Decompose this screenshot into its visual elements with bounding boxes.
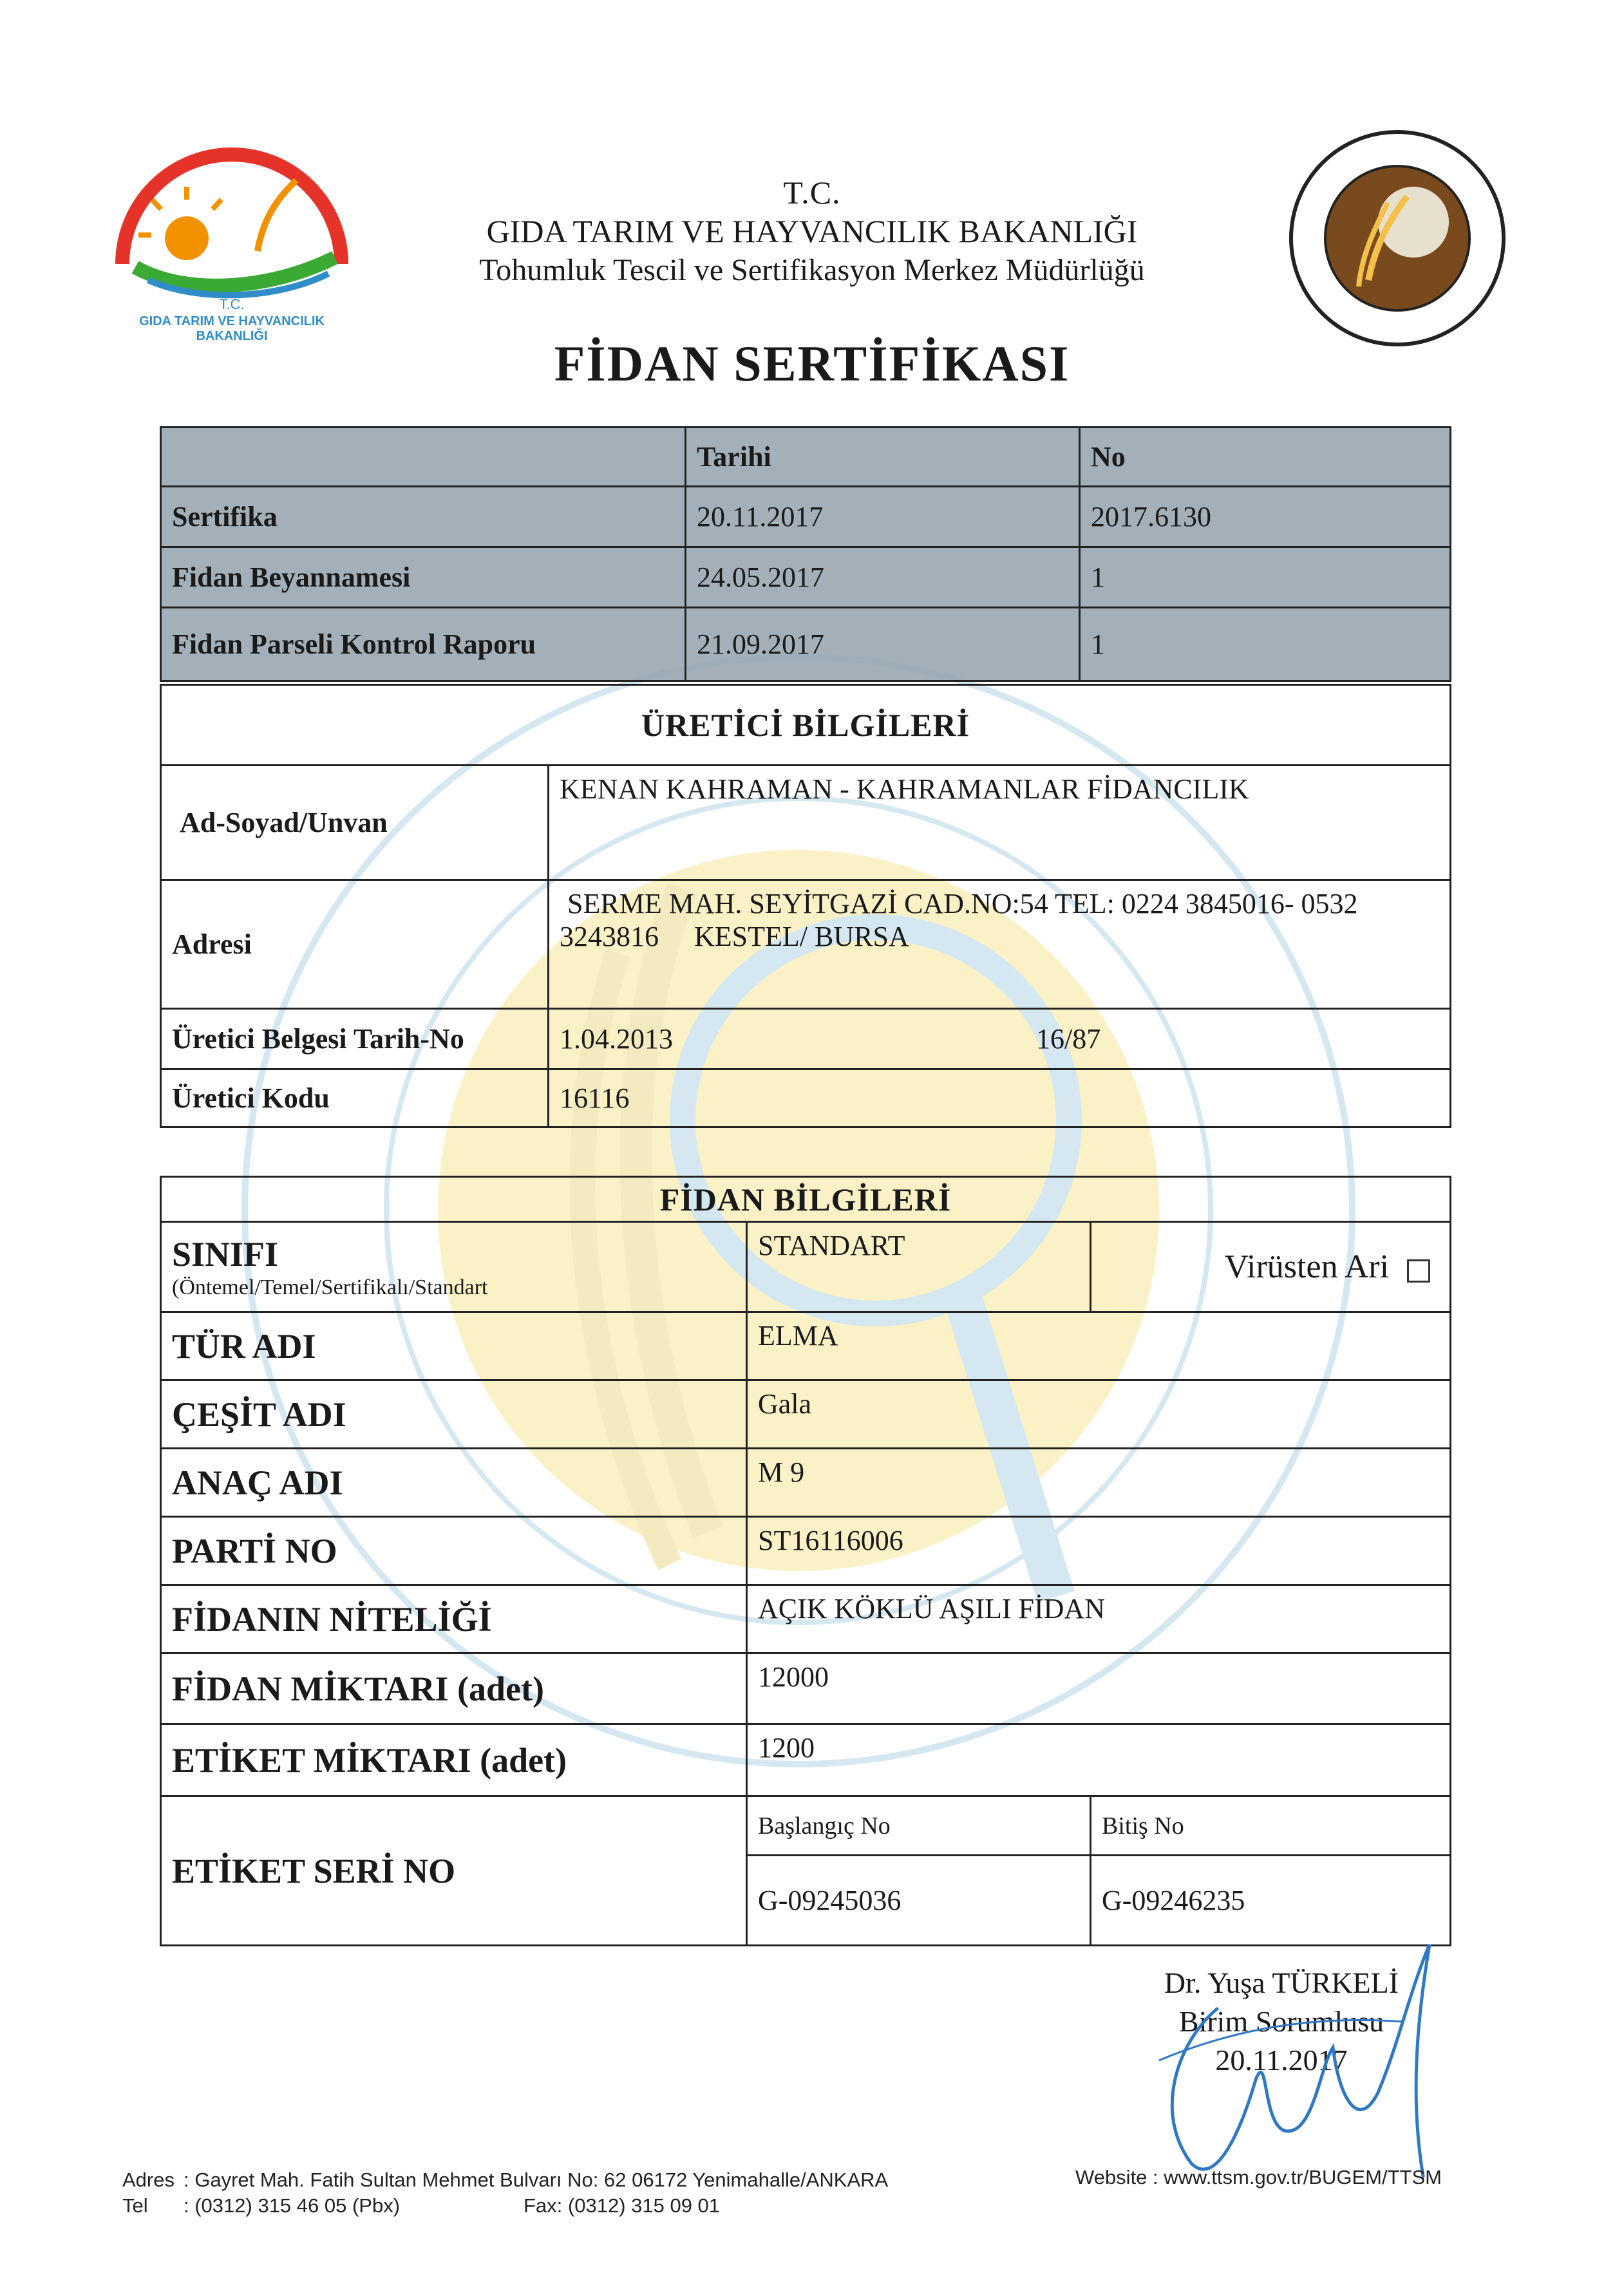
signatory-role: Birim Sorumlusu — [1178, 2005, 1384, 2038]
sapling-quantity-value: 12000 — [747, 1653, 1451, 1724]
document-title: FİDAN SERTİFİKASI — [554, 335, 1070, 391]
header-unit: Tohumluk Tescil ve Sertifikasyon Merkez Müdürlüğü — [479, 253, 1145, 287]
variety-value: Gala — [747, 1380, 1451, 1449]
row-date: 21.09.2017 — [686, 608, 1080, 681]
quality-label: FİDANIN NİTELİĞİ — [161, 1585, 747, 1653]
class-value: STANDART — [747, 1222, 1091, 1312]
producer-info-table — [160, 684, 1451, 1128]
address-value — [549, 880, 1451, 1009]
row-label: Fidan Parseli Kontrol Raporu — [161, 608, 686, 681]
serial-start-value: G-09245036 — [747, 1856, 1091, 1946]
serial-end-label: Bitiş No — [1091, 1796, 1451, 1856]
certificate-label: Üretici Belgesi Tarih-No — [161, 1009, 549, 1069]
header-ministry: GIDA TARIM VE HAYVANCILIK BAKANLIĞI — [486, 213, 1138, 249]
lot-label: PARTİ NO — [161, 1517, 747, 1585]
table-row — [161, 487, 1451, 547]
lot-value: ST16116006 — [747, 1517, 1451, 1585]
address-line-1: SERME MAH. SEYİTGAZİ CAD.NO:54 TEL: 0224 3845016- 0532 — [567, 888, 1358, 919]
sapling-info-table — [160, 1176, 1451, 1946]
class-label-cell — [161, 1222, 747, 1312]
quality-value: AÇIK KÖKLÜ AŞILI FİDAN — [747, 1585, 1451, 1653]
footer-phone — [122, 2194, 895, 2217]
row-label: Sertifika — [161, 487, 686, 547]
footer-tel-label: Tel — [122, 2194, 148, 2217]
certificate-value — [549, 1009, 1451, 1069]
column-header-date: Tarihi — [686, 428, 1080, 487]
name-value: KENAN KAHRAMAN - KAHRAMANLAR FİDANCILIK — [549, 766, 1451, 880]
table-row — [161, 608, 1451, 681]
producer-section-title: ÜRETİCİ BİLGİLERİ — [161, 685, 1451, 766]
species-value: ELMA — [747, 1312, 1451, 1380]
svg-text:GIDA TARIM VE HAYVANCILIK: GIDA TARIM VE HAYVANCILIK — [139, 314, 325, 328]
row-date: 20.11.2017 — [686, 487, 1080, 547]
name-label: Ad-Soyad/Unvan — [161, 766, 549, 880]
svg-text:BAKANLIĞI: BAKANLIĞI — [196, 329, 268, 343]
species-label: TÜR ADI — [161, 1312, 747, 1380]
class-label: SINIFI — [172, 1234, 279, 1274]
label-quantity-value: 1200 — [747, 1724, 1451, 1796]
certificate-date: 1.04.2013 — [560, 1023, 673, 1055]
virus-free-cell — [1091, 1222, 1451, 1312]
row-no: 1 — [1080, 547, 1451, 608]
rootstock-value: M 9 — [747, 1449, 1451, 1517]
table-row — [161, 547, 1451, 608]
producer-code-value: 16116 — [549, 1069, 1451, 1127]
footer-address-label: Adres — [122, 2169, 175, 2191]
variety-label: ÇEŞİT ADI — [161, 1380, 747, 1449]
address-label: Adresi — [161, 880, 549, 1009]
serial-start-label: Başlangıç No — [747, 1796, 1091, 1856]
producer-code-label: Üretici Kodu — [161, 1069, 549, 1127]
label-quantity-label: ETİKET MİKTARI (adet) — [161, 1724, 747, 1796]
signatory-name: Dr. Yuşa TÜRKELİ — [1164, 1966, 1399, 1999]
signature-date: 20.11.2017 — [1215, 2044, 1348, 2076]
document-reference-table — [160, 426, 1451, 682]
footer-fax: Fax: (0312) 315 09 01 — [524, 2194, 721, 2217]
address-line-2: 3243816 KESTEL/ BURSA — [560, 921, 909, 952]
row-label: Fidan Beyannamesi — [161, 547, 686, 608]
handwritten-signature-icon — [1108, 1919, 1455, 2189]
svg-text:T.C.: T.C. — [219, 296, 245, 312]
table-corner — [161, 428, 686, 487]
serial-end-value: G-09246235 — [1091, 1856, 1451, 1946]
row-date: 24.05.2017 — [686, 547, 1080, 608]
row-no: 1 — [1080, 608, 1451, 681]
footer-address-value: : Gayret Mah. Fatih Sultan Mehmet Bulvarı No: 62 06172 Yenimahalle/ANKARA — [184, 2169, 889, 2191]
header-country: T.C. — [783, 174, 841, 211]
row-no: 2017.6130 — [1080, 487, 1451, 547]
virus-free-checkbox[interactable] — [1407, 1259, 1430, 1283]
column-header-no: No — [1080, 428, 1451, 487]
sapling-quantity-label: FİDAN MİKTARI (adet) — [161, 1653, 747, 1724]
sapling-section-title: FİDAN BİLGİLERİ — [161, 1177, 1451, 1222]
footer-tel-value: : (0312) 315 46 05 (Pbx) — [184, 2194, 401, 2217]
virus-free-label: Virüsten Ari — [1224, 1248, 1390, 1285]
footer-website-link[interactable]: Website : www.ttsm.gov.tr/BUGEM/TTSM — [1075, 2166, 1442, 2188]
footer-address — [122, 2169, 888, 2192]
serial-label: ETİKET SERİ NO — [161, 1796, 747, 1946]
class-sublabel: (Öntemel/Temel/Sertifikalı/Standart — [172, 1275, 488, 1299]
certificate-no: 16/87 — [1036, 1023, 1101, 1055]
rootstock-label: ANAÇ ADI — [161, 1449, 747, 1517]
